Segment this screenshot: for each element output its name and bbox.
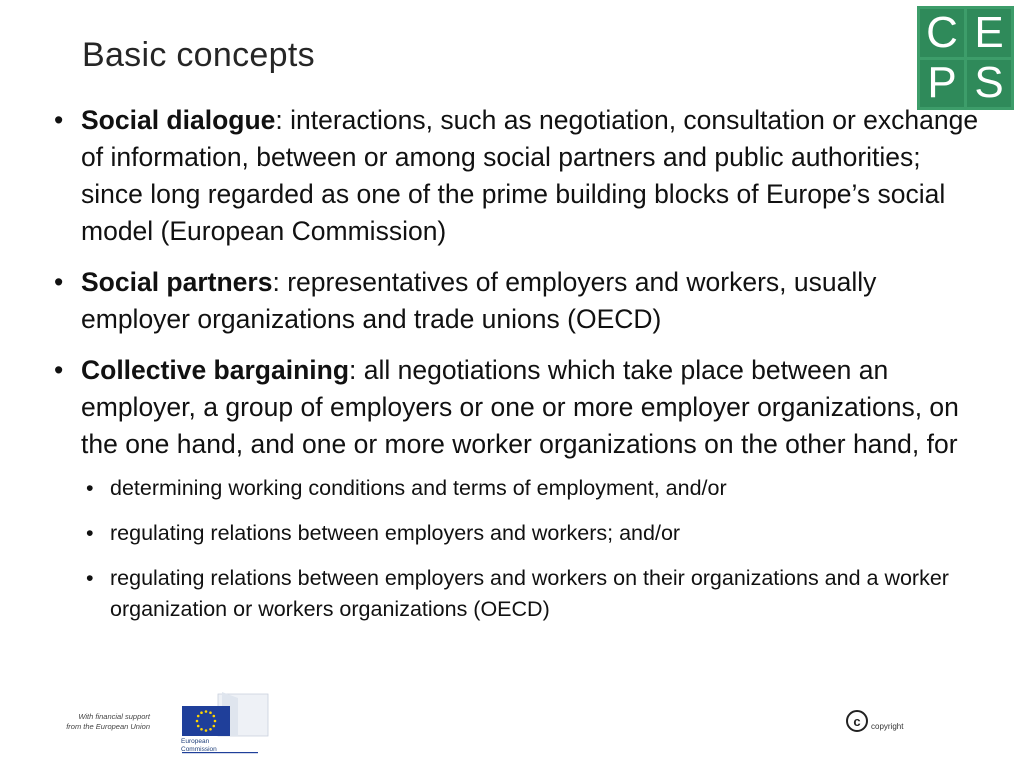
- sub-bullet-list: [54, 473, 989, 625]
- ec-caption: [181, 738, 217, 754]
- copyright-text: copyright: [871, 722, 904, 731]
- sub-bullet-item: • regulating relations between employers and workers on their organizations and a worker organization or workers organizations (OECD): [54, 563, 989, 625]
- logo-letter-s: S: [967, 60, 1011, 108]
- bullet-term: Social partners: [81, 267, 273, 297]
- slide-content: [54, 102, 989, 625]
- support-line-2: from the European Union: [66, 722, 150, 731]
- sub-bullet-item: • determining working conditions and terms of employment, and/or: [54, 473, 989, 504]
- ec-caption-line-2: Commission: [181, 746, 217, 753]
- bullet-text: : interactions, such as negotiation, consultation or exchange of information, between or among social partners and public authorities; since long regarded as one of the prime building blocks of Europe’s social model (European Commission): [81, 105, 979, 246]
- bullet-text: : representatives of employers and workers, usually employer organizations and trade unions (OECD): [81, 267, 877, 334]
- slide-title: Basic concepts: [82, 36, 315, 74]
- copyright-icon: c: [846, 710, 868, 732]
- ec-caption-line-1: European: [181, 738, 210, 745]
- bullet-term: Social dialogue: [81, 105, 276, 135]
- bullet-text: : all negotiations which take place between an employer, a group of employers or one or more employer organizations, on the one hand, and one or more worker organizations on the other hand, for: [81, 355, 959, 459]
- sub-bullet-item: • regulating relations between employers and workers; and/or: [54, 518, 989, 549]
- bullet-term: Collective bargaining: [81, 355, 350, 385]
- bullet-social-dialogue: [54, 102, 989, 250]
- logo-letter-e: E: [967, 9, 1011, 57]
- support-line-1: With financial support: [78, 712, 150, 721]
- bullet-collective-bargaining: [54, 352, 989, 463]
- bullet-social-partners: [54, 264, 989, 338]
- logo-letter-c: C: [920, 9, 964, 57]
- logo-letter-p: P: [920, 60, 964, 108]
- ceps-logo: [917, 6, 1014, 110]
- financial-support-note: [60, 712, 150, 732]
- copyright-notice: [846, 710, 903, 732]
